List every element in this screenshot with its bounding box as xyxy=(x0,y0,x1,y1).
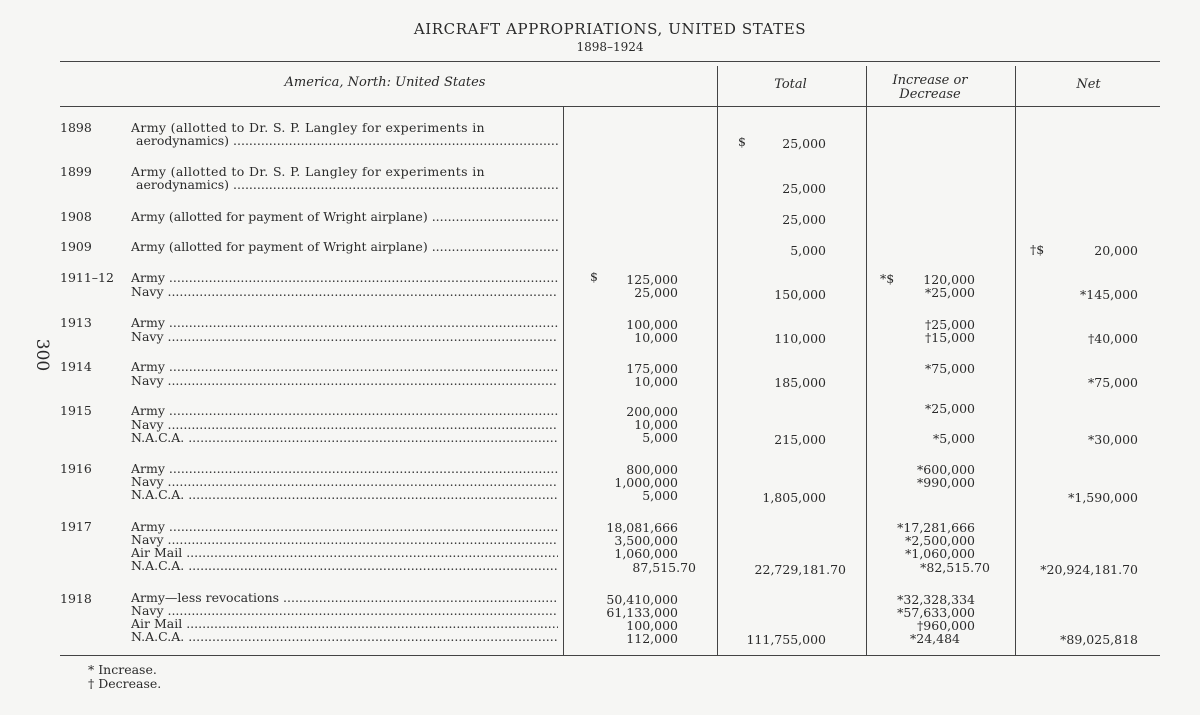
total-1913: 110,000 xyxy=(774,331,826,346)
item-1918-naca: N.A.C.A. ..... xyxy=(131,630,558,644)
net-1915: *30,000 xyxy=(1088,432,1138,447)
col-divider-change xyxy=(866,66,867,655)
header-net: Net xyxy=(1076,77,1101,92)
amount-1918-air-mail: 100,000 xyxy=(626,618,678,633)
item-1914-navy: Navy ..... xyxy=(131,374,558,388)
year-1908: 1908 xyxy=(60,209,92,224)
amount-1916-navy: 1,000,000 xyxy=(614,475,678,490)
amount-1911-navy: 25,000 xyxy=(634,285,678,300)
desc-1909: Army (allotted for payment of Wright airplane) ..... xyxy=(131,240,558,254)
total-1911: 150,000 xyxy=(774,287,826,302)
top-rule xyxy=(60,61,1160,62)
item-1913-army: Army ..... xyxy=(131,316,558,330)
header-rule xyxy=(60,106,1160,107)
net-1911: *145,000 xyxy=(1080,287,1138,302)
net-1917: *20,924,181.70 xyxy=(1040,562,1138,577)
item-1918-navy: Navy ..... xyxy=(131,604,558,618)
year-1911-12: 1911–12 xyxy=(60,270,114,285)
total-1908: 25,000 xyxy=(782,212,826,227)
item-1914-army: Army ..... xyxy=(131,360,558,374)
net-1909: 20,000 xyxy=(1094,243,1138,258)
desc-1898-line1: Army (allotted to Dr. S. P. Langley for experiments in xyxy=(131,121,485,135)
year-1918: 1918 xyxy=(60,591,92,606)
item-1911-army: Army ..... xyxy=(131,271,558,285)
item-1911-navy: Navy ..... xyxy=(131,285,558,299)
amount-1917-naca: 87,515.70 xyxy=(632,560,696,575)
year-1914: 1914 xyxy=(60,359,92,374)
star-dollar-1911: *$ xyxy=(880,271,895,286)
footnote-decrease: † Decrease. xyxy=(88,676,162,691)
change-1915-army: *25,000 xyxy=(925,401,975,416)
total-1914: 185,000 xyxy=(774,375,826,390)
item-1918-air-mail: Air Mail ..... xyxy=(131,617,558,631)
change-1918-naca: *24,484 xyxy=(910,631,960,646)
amount-1918-navy: 61,133,000 xyxy=(606,605,678,620)
item-1916-navy: Navy ..... xyxy=(131,475,558,489)
change-1917-navy: *2,500,000 xyxy=(905,533,975,548)
desc-1908: Army (allotted for payment of Wright airplane) ..... xyxy=(131,210,558,224)
change-1916-army: *600,000 xyxy=(917,462,975,477)
year-1915: 1915 xyxy=(60,403,92,418)
amount-1918-naca: 112,000 xyxy=(626,631,678,646)
amount-1911-army: 125,000 xyxy=(626,272,678,287)
amount-1916-army: 800,000 xyxy=(626,462,678,477)
amount-1915-navy: 10,000 xyxy=(634,417,678,432)
change-1917-air-mail: *1,060,000 xyxy=(905,546,975,561)
year-1917: 1917 xyxy=(60,519,92,534)
item-1915-navy: Navy ..... xyxy=(131,418,558,432)
net-1913: †40,000 xyxy=(1088,331,1138,346)
change-1918-navy: *57,633,000 xyxy=(897,605,975,620)
dollar-sign-1898: $ xyxy=(738,134,746,149)
change-1913-army: †25,000 xyxy=(925,317,975,332)
year-1913: 1913 xyxy=(60,315,92,330)
net-1916: *1,590,000 xyxy=(1068,490,1138,505)
net-1918: *89,025,818 xyxy=(1060,632,1138,647)
item-1917-army: Army ..... xyxy=(131,520,558,534)
bottom-rule xyxy=(60,655,1160,656)
amount-1915-army: 200,000 xyxy=(626,404,678,419)
amount-1914-navy: 10,000 xyxy=(634,374,678,389)
page-title: AIRCRAFT APPROPRIATIONS, UNITED STATES xyxy=(413,20,807,38)
amount-1913-navy: 10,000 xyxy=(634,330,678,345)
change-1918-air-mail: †960,000 xyxy=(917,618,975,633)
change-1915-naca: *5,000 xyxy=(932,431,975,446)
page-number: 300 xyxy=(32,338,53,372)
total-1916: 1,805,000 xyxy=(762,490,826,505)
desc-1898-line2: aerodynamics) ..... xyxy=(136,134,558,148)
page-subtitle: 1898–1924 xyxy=(576,40,644,54)
amount-1916-naca: 5,000 xyxy=(642,488,678,503)
change-1916-navy: *990,000 xyxy=(917,475,975,490)
year-1898: 1898 xyxy=(60,120,92,135)
item-1917-air-mail: Air Mail ..... xyxy=(131,546,558,560)
footnote-increase: * Increase. xyxy=(88,662,157,677)
amount-1917-army: 18,081,666 xyxy=(606,520,678,535)
header-region: America, North: United States xyxy=(284,75,486,90)
amount-1917-navy: 3,500,000 xyxy=(614,533,678,548)
amount-1917-air-mail: 1,060,000 xyxy=(614,546,678,561)
dagger-dollar-1909: †$ xyxy=(1030,242,1045,257)
change-1918-army: *32,328,334 xyxy=(897,592,975,607)
year-1899: 1899 xyxy=(60,164,92,179)
total-1909: 5,000 xyxy=(790,243,826,258)
year-1916: 1916 xyxy=(60,461,92,476)
amount-1914-army: 175,000 xyxy=(626,361,678,376)
header-increase-decrease: Increase or Decrease xyxy=(892,73,968,102)
amount-1915-naca: 5,000 xyxy=(642,430,678,445)
amount-1918-army: 50,410,000 xyxy=(606,592,678,607)
total-1899: 25,000 xyxy=(782,181,826,196)
header-total: Total xyxy=(774,77,807,92)
change-1911-army: 120,000 xyxy=(923,272,975,287)
total-1915: 215,000 xyxy=(774,432,826,447)
item-1917-naca: N.A.C.A. ..... xyxy=(131,559,558,573)
item-1916-naca: N.A.C.A. ..... xyxy=(131,488,558,502)
amount-1913-army: 100,000 xyxy=(626,317,678,332)
item-1916-army: Army ..... xyxy=(131,462,558,476)
item-1915-naca: N.A.C.A. ..... xyxy=(131,431,558,445)
item-1913-navy: Navy ..... xyxy=(131,330,558,344)
change-1911-navy: *25,000 xyxy=(925,285,975,300)
change-1913-navy: †15,000 xyxy=(925,330,975,345)
item-1918-army: Army—less revocations ..... xyxy=(131,591,558,605)
net-1914: *75,000 xyxy=(1088,375,1138,390)
total-1898: 25,000 xyxy=(782,136,826,151)
col-divider-net xyxy=(1015,66,1016,655)
year-1909: 1909 xyxy=(60,239,92,254)
desc-1899-line1: Army (allotted to Dr. S. P. Langley for experiments in xyxy=(131,165,485,179)
change-1914: *75,000 xyxy=(925,361,975,376)
total-1918: 111,755,000 xyxy=(746,632,826,647)
total-1917: 22,729,181.70 xyxy=(754,562,846,577)
item-1915-army: Army ..... xyxy=(131,404,558,418)
desc-1899-line2: aerodynamics) ..... xyxy=(136,178,558,192)
change-1917-army: *17,281,666 xyxy=(897,520,975,535)
item-1917-navy: Navy ..... xyxy=(131,533,558,547)
change-1917-naca: *82,515.70 xyxy=(920,560,990,575)
dollar-sign-1911: $ xyxy=(590,269,598,284)
